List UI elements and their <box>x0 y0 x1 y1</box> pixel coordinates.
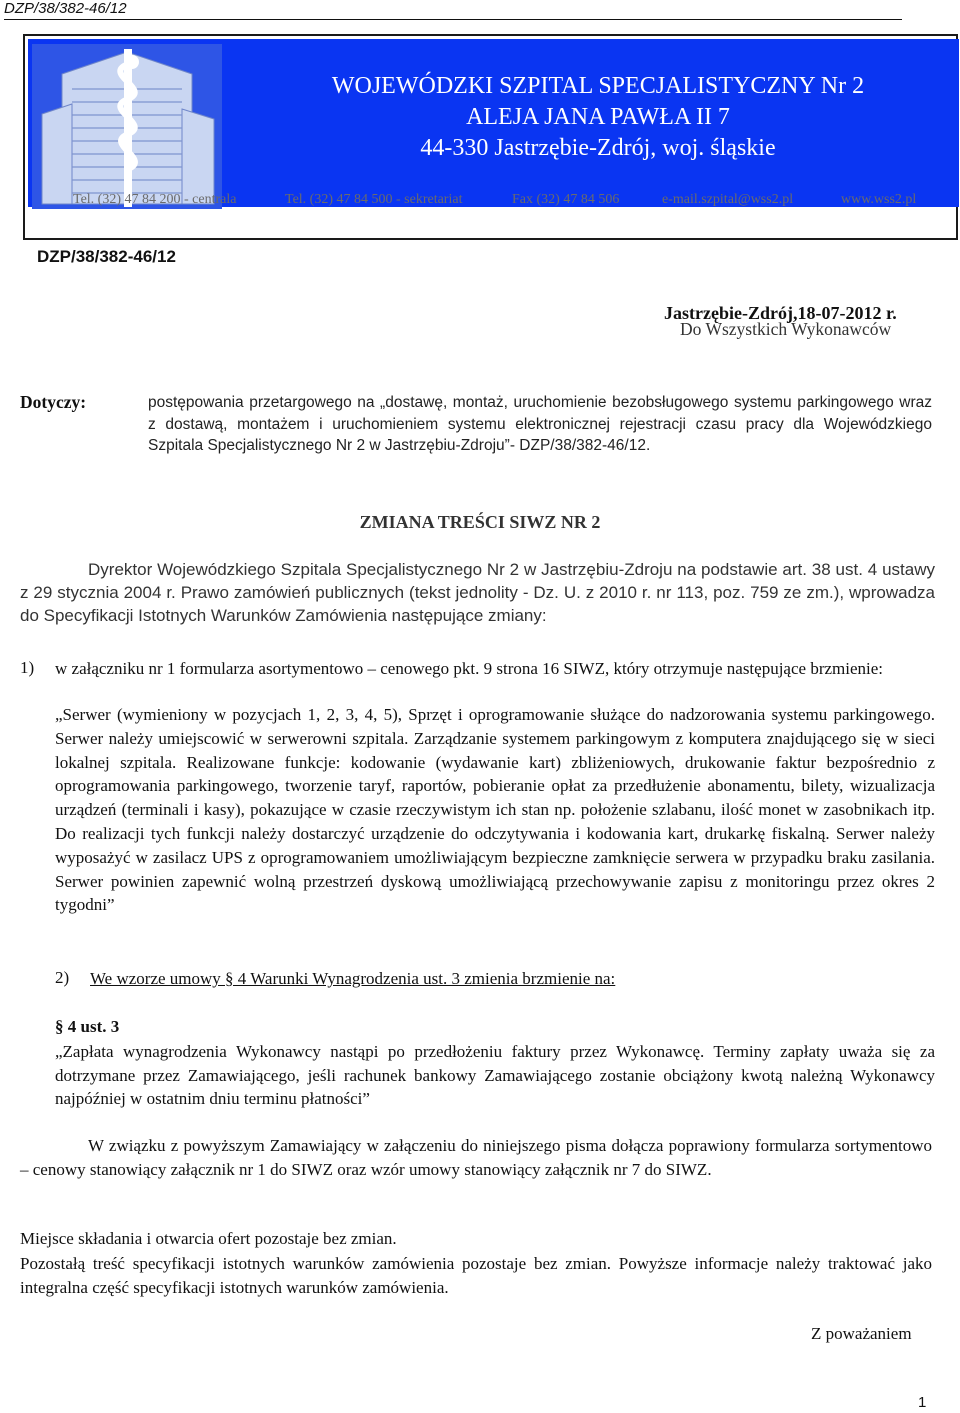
item-1-text: w załączniku nr 1 formularza asortymentowo – cenowego pkt. 9 strona 16 SIWZ, który otrzymuje następujące brzmienie: <box>55 659 884 678</box>
phone-central: Tel. (32) 47 84 200 - centrala <box>73 192 237 207</box>
subject-text: postępowania przetargowego na „dostawę, montaż, uruchomienie bezobsługowego systemu parkingowego wraz z dostawą, montażem i uruchomieniem systemu elektronicznej rejestracji czasu pracy dla Wojewódzkiego Szpitala Specjalistycznego Nr 2 w Jastrzębiu-Zdroju”- DZP/38/382-46/12. <box>148 394 932 454</box>
header-rule <box>4 19 902 20</box>
page-number: 1 <box>918 1394 927 1411</box>
reference-number: DZP/38/382-46/12 <box>37 247 176 266</box>
addressee: Do Wszystkich Wykonawców <box>680 319 892 339</box>
intro-paragraph: Dyrektor Wojewódzkiego Szpitala Specjalistycznego Nr 2 w Jastrzębiu-Zdroju na podstawie art. 38 ust. 4 ustawy z 29 stycznia 2004 r. Prawo zamówień publicznych (tekst jednolity - Dz. U. z 2010 r. nr 113, poz. 759 ze zm.), wprowadza do Specyfikacji Istotnych Warunków Zamówienia następujące zmiany: <box>20 560 935 625</box>
item-2-text: We wzorze umowy § 4 Warunki Wynagrodzenia ust. 3 zmienia brzmienie na: <box>90 969 616 988</box>
item-1-quote: „Serwer (wymieniony w pozycjach 1, 2, 3, 4, 5), Sprzęt i oprogramowanie służące do nadzorowania systemu parkingowego. Serwer należy umiejscowić w serwerowni szpitala. Zarządzanie systemem parkingowym z komputera znajdującego się w sieci lokalnej szpitala. Realizowane funkcje: kodowanie (wydawanie kart) zbliżeniowych, drukowanie faktur bezpośrednio z oprogramowania parkingowego, tworzenie taryf, raportów, pobieranie opłat za przedłużenie abonamentu, bilety, wizualizacja urządzeń (terminali i kasy), pokazujące w czasie rzeczywistym ich stan np. położenie szlabanu, ilość monet w zasobnikach itp. Do realizacji tych funkcji należy dostarczyć urządzenie do odczytywania i kodowania kart, drukarkę fiskalną. Serwer należy wyposażyć w zasilacz UPS z oprogramowaniem umożliwiającym bezpieczne zamknięcie serwera w przypadku braku zasilania. Serwer powinien zapewnić wolną przestrzeń dyskową umożliwiającą przechowywanie zapisu z monitoringu przez okres 2 tygodni” <box>55 705 935 915</box>
document-heading: ZMIANA TREŚCI SIWZ NR 2 <box>359 512 601 532</box>
letterhead <box>23 34 958 240</box>
contact-line <box>25 192 956 222</box>
section-text: „Zapłata wynagrodzenia Wykonawcy nastąpi po przedłożeniu faktury przez Wykonawcę. Terminy zapłaty uważa się za dotrzymane przez Zamawiającego, jeśli rachunek bankowy Zamawiającego zostanie obciążony kwotą należną Wykonawcy najpóźniej w ostatnim dniu terminu płatności” <box>55 1042 935 1108</box>
section-title: § 4 ust. 3 <box>55 1017 120 1036</box>
running-header: DZP/38/382-46/12 <box>4 0 127 17</box>
attachment-paragraph: W związku z powyższym Zamawiający w załączeniu do niniejszego pisma dołącza poprawiony formularza sortymentowo – cenowy stanowiący załącznik nr 1 do SIWZ oraz wzór umowy stanowiący załącznik nr 7 do SIWZ. <box>20 1136 932 1179</box>
place-sentence: Miejsce składania i otwarcia ofert pozostaje bez zmian. <box>20 1229 397 1248</box>
hospital-name: WOJEWÓDZKI SZPITAL SPECJALISTYCZNY Nr 2 <box>331 73 865 99</box>
hospital-street: ALEJA JANA PAWŁA II 7 <box>466 104 730 130</box>
letter-date: Jastrzębie-Zdrój,18-07-2012 r. <box>664 303 897 323</box>
email-address: e-mail.szpital@wss2.pl <box>662 192 794 207</box>
hospital-logo <box>32 44 222 209</box>
subject-label: Dotyczy: <box>20 392 87 412</box>
letterhead-banner <box>28 39 959 207</box>
closing-salutation: Z poważaniem <box>811 1324 912 1343</box>
hospital-city: 44-330 Jastrzębie-Zdrój, woj. śląskie <box>420 135 776 161</box>
website: www.wss2.pl <box>841 192 917 207</box>
remaining-paragraph: Pozostałą treść specyfikacji istotnych warunków zamówienia pozostaje bez zmian. Powyższe informacje należy traktować jako integralna część specyfikacji istotnych warunków zamówienia. <box>20 1254 932 1297</box>
item-2-number: 2) <box>55 968 70 987</box>
phone-secretariat: Tel. (32) 47 84 500 - sekretariat <box>285 192 463 207</box>
hospital-name-block <box>248 71 948 164</box>
item-1-number: 1) <box>20 658 35 677</box>
fax-number: Fax (32) 47 84 506 <box>512 192 620 207</box>
